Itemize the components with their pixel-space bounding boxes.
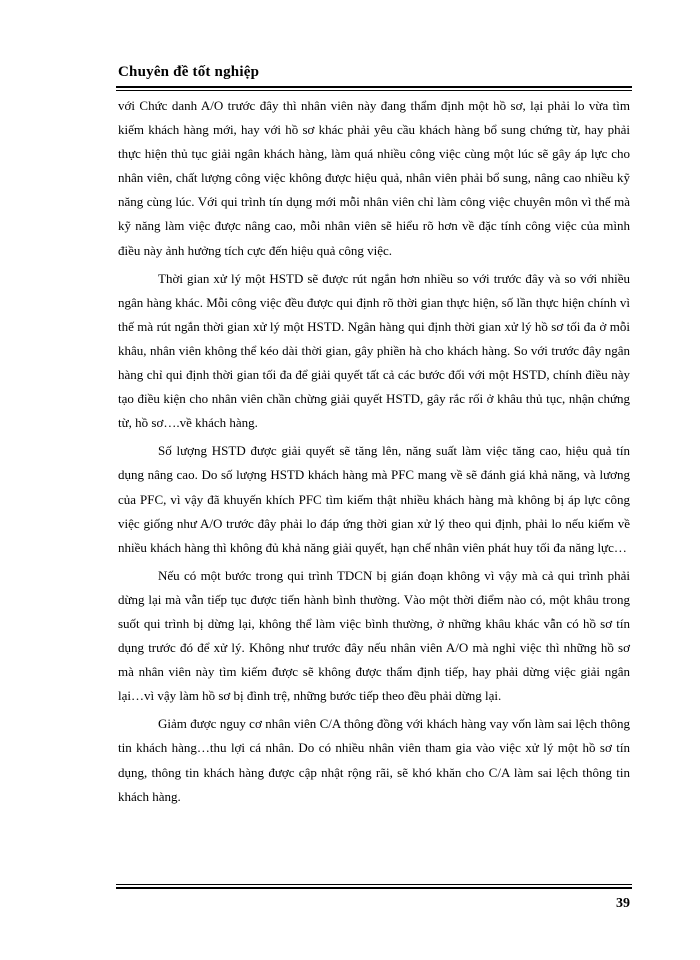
paragraph-4: Nếu có một bước trong qui trình TDCN bị gián đoạn không vì vậy mà cả qui trình phải dừng lại mà vẫn tiếp tục được tiến hành bình thường. Vào một thời điểm nào có, một khâu trong suốt qui trình bị dừng lại, không thể làm việc bình thường, ở những khâu khác vẫn có hồ sơ tín dụng trước đó để xử lý. Không như trước đây nếu nhân viên A/O mà nghỉ việc thì những hồ sơ mà nhân viên này tìm kiếm được sẽ không được thẩm định tiếp, hay phải dừng việc giải ngân lại…vì vậy làm hồ sơ bị đình trệ, những bước tiếp theo đều phải dừng lại. (118, 567, 630, 704)
header-rule-thin (116, 90, 632, 91)
paragraph-5: Giảm được nguy cơ nhân viên C/A thông đồng với khách hàng vay vốn làm sai lệch thông tin khách hàng…thu lợi cá nhân. Do có nhiều nhân viên tham gia vào việc xử lý một hồ sơ tín dụng, thông tin khách hàng được cập nhật rộng rãi, sẽ khó khăn cho C/A làm sai lệch thông tin khách hàng. (118, 716, 630, 804)
footer-rule-thin (116, 884, 632, 885)
header-rule-thick (116, 86, 632, 88)
footer-rule-thick (116, 887, 632, 889)
running-header-title: Chuyên đề tốt nghiệp (118, 64, 260, 80)
paragraph-3: Số lượng HSTD được giải quyết sẽ tăng lên, năng suất làm việc tăng cao, hiệu quả tín dụng nâng cao. Do số lượng HSTD khách hàng mà PFC mang về sẽ đánh giá khả năng, và lương của PFC, vì vậy đã khuyến khích PFC tìm kiếm thật nhiều khách hàng mà không bị áp lực công việc giống như A/O trước đây phải lo đáp ứng thời gian xử lý theo qui định, phải lo nếu kiếm về nhiều khách hàng thì không đủ khả năng giải quyết, hạn chế nhân viên phát huy tối đa năng lực… (118, 443, 630, 555)
paragraph-2: Thời gian xử lý một HSTD sẽ được rút ngắn hơn nhiều so với trước đây và so với nhiều ngân hàng khác. Mỗi công việc đều được qui định rõ thời gian thực hiện, số lần thực hiện chính vì thế mà rút ngắn thời gian xử lý một HSTD. Ngân hàng qui định thời gian xử lý hồ sơ tối đa ở mỗi khâu, nhân viên không thể kéo dài thời gian, gây phiền hà cho khách hàng. So với trước đây ngân hàng chỉ qui định thời gian tối đa để giải quyết tất cả các bước đối với một HSTD, chính điều này tạo điều kiện cho nhân viên chần chừng giải quyết HSTD, gây rắc rối ở khâu thủ tục, nhận chứng từ, hồ sơ….về khách hàng. (118, 270, 630, 431)
paragraph-1: với Chức danh A/O trước đây thì nhân viên này đang thẩm định một hồ sơ, lại phải lo vừa tìm kiếm khách hàng mới, hay với hồ sơ khác phải yêu cầu khách hàng bổ sung chứng từ, hay phải thực hiện thủ tục giải ngân khách hàng, làm quá nhiều công việc cùng một lúc sẽ gây áp lực cho nhân viên, chất lượng công việc không được hiệu quả, nhân viên phải bổ sung, nâng cao nhiều kỹ năng cùng lúc. Với qui trình tín dụng mới mỗi nhân viên chỉ làm công việc chuyên môn vì thế mà kỹ năng làm việc được nâng cao, mỗi nhân viên sẽ hiểu rõ hơn về đặc tính công việc của mình điều này ảnh hưởng tích cực đến hiệu quả công việc. (118, 98, 630, 258)
body-text (118, 94, 630, 813)
page-number: 39 (616, 896, 630, 911)
